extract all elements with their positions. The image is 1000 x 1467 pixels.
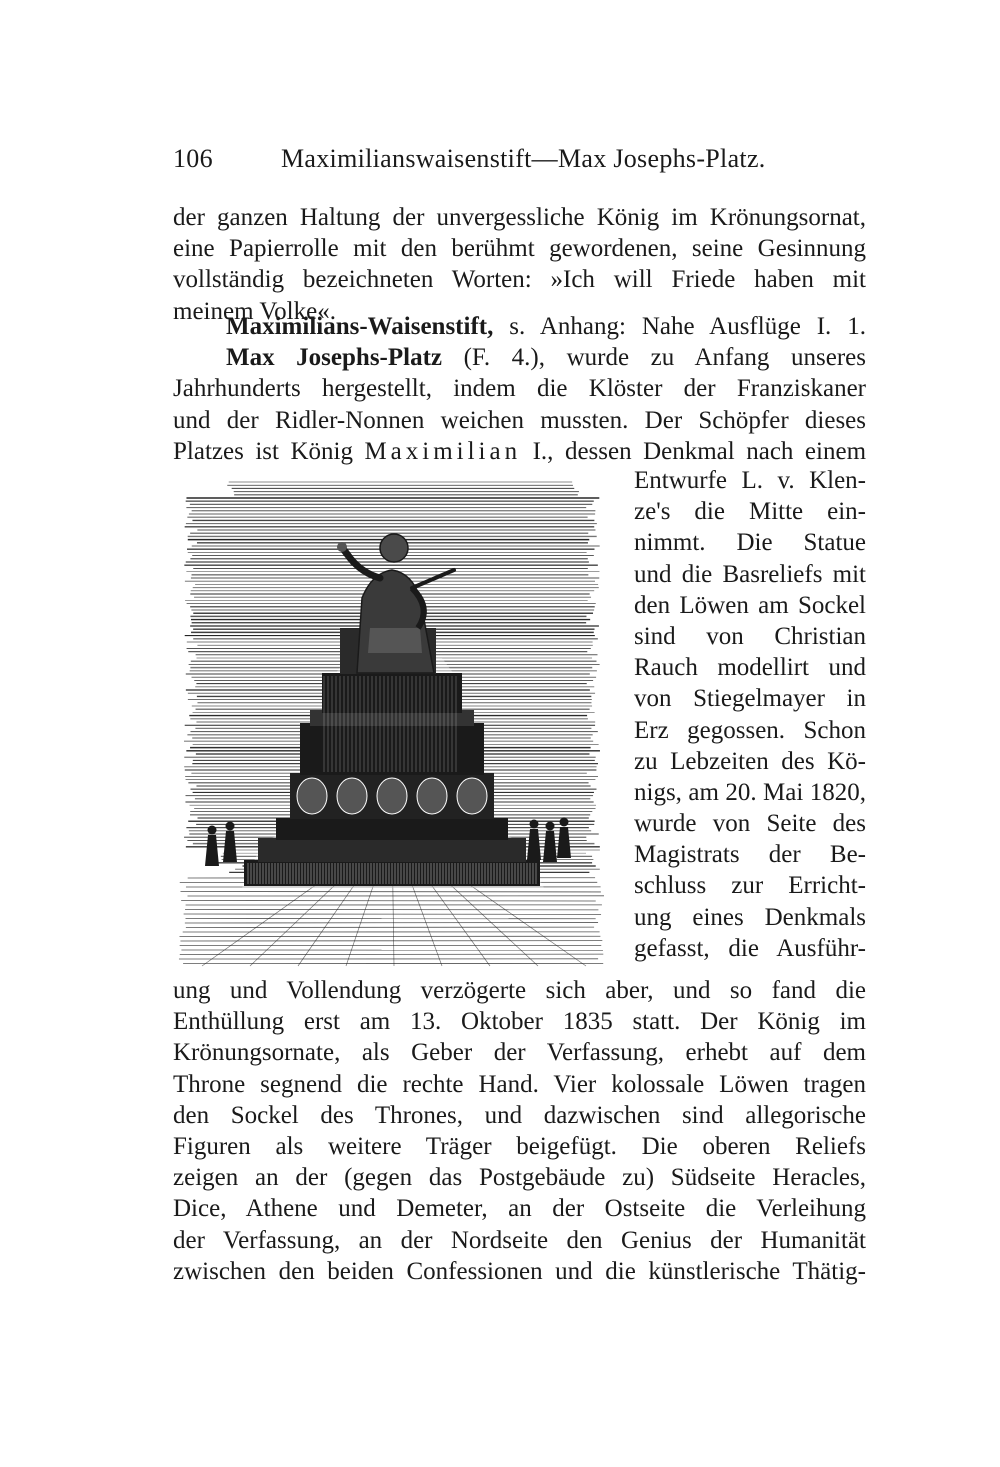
text-line: Enthüllung erst am 13. Oktober 1835 statt. Der König im — [173, 1008, 866, 1036]
relief-figure — [417, 778, 447, 814]
bystander-head — [560, 818, 569, 827]
king-scepter — [412, 570, 454, 588]
text-line: schluss zur Erricht- — [634, 872, 866, 900]
text-line: eine Papierrolle mit den berühmt gewordenen, seine Gesinnung — [173, 235, 866, 263]
bystander-head — [546, 822, 555, 831]
text-line: Throne segnend die rechte Hand. Vier kolossale Löwen tragen — [173, 1070, 866, 1098]
relief-figure — [297, 778, 327, 814]
monument-step-top — [276, 818, 508, 840]
entry-text: s. Anhang: Nahe Ausflüge I. 1. — [493, 313, 866, 340]
engraving-monument-illustration — [172, 478, 612, 970]
bystander-figure — [557, 827, 571, 858]
text-line: sind von Christian — [634, 622, 866, 650]
text-line: und der Ridler-Nonnen weichen mussten. Der Schöpfer dieses — [173, 406, 866, 434]
monument-illustration — [172, 478, 612, 970]
bottom-paragraph — [173, 975, 866, 1287]
spaced-name: Maximilian — [364, 437, 522, 465]
side-column — [634, 465, 866, 964]
relief-figure — [337, 778, 367, 814]
entry-text: (F. 4.), wurde zu Anfang unseres — [442, 344, 866, 372]
entry-term: Maximilians-Waisenstift, — [226, 313, 494, 340]
text-line: Dice, Athene und Demeter, an der Ostseite die Verleihung — [173, 1195, 866, 1223]
bystander-head — [226, 822, 235, 831]
bystander-head — [208, 826, 217, 835]
bystander-figure — [223, 831, 237, 862]
king-lap — [368, 628, 422, 653]
text-line: ze's die Mitte ein- — [634, 498, 866, 526]
entries — [173, 311, 866, 467]
king-head — [380, 534, 408, 562]
text-line: wurde von Seite des — [634, 810, 866, 838]
text-line: Rauch modellirt und — [634, 654, 866, 682]
text-line: von Stiegelmayer in — [634, 685, 866, 713]
text-line: Krönungsornate, als Geber der Verfassung, erhebt auf dem — [173, 1039, 866, 1067]
text-fragment: Platzes ist König — [173, 437, 365, 465]
entry-term: Max Josephs-Platz — [226, 344, 443, 372]
text-line: Figuren als weitere Träger beigefügt. Die oberen Reliefs — [173, 1132, 866, 1160]
text-line: ung eines Denkmals — [634, 903, 866, 931]
text-line: zeigen an der (gegen das Postgebäude zu) Südseite Heracles, — [173, 1164, 866, 1192]
text-line: Magistrats der Be- — [634, 841, 866, 869]
text-line: ung und Vollendung verzögerte sich aber, und so fand die — [173, 977, 866, 1004]
bystander-figure — [543, 831, 557, 862]
pavement-hatching — [179, 878, 604, 966]
relief-figure — [457, 778, 487, 814]
page-number: 106 — [173, 144, 213, 173]
text-line: den Sockel des Thrones, und dazwischen sind allegorische — [173, 1101, 866, 1129]
text-line: meinem Volke«. — [173, 297, 336, 325]
text-line: gefasst, die Ausführ- — [634, 934, 866, 962]
running-title: Maximilianswaisenstift—Max Josephs-Platz. — [281, 144, 766, 173]
text-line: der ganzen Haltung der unvergessliche König im Krönungsornat, — [173, 204, 866, 231]
bystander-head — [530, 820, 539, 829]
text-line: Entwurfe L. v. Klen- — [634, 467, 866, 494]
entry-max-josephs-platz — [173, 342, 866, 373]
king-hand — [337, 542, 347, 552]
king-raised-arm — [344, 550, 380, 578]
text-line: Erz gegossen. Schon — [634, 716, 866, 744]
bystander-figure — [205, 835, 219, 866]
text-line: Jahrhunderts hergestellt, indem die Klöster der Franziskaner — [173, 375, 866, 403]
relief-figure — [377, 778, 407, 814]
text-line: vollständig bezeichneten Worten: »Ich will Friede haben mit — [173, 266, 866, 294]
text-fragment: I., dessen Denkmal nach einem — [521, 437, 867, 465]
text-line: und die Basreliefs mit — [634, 560, 866, 588]
text-line: zu Lebzeiten des Kö- — [634, 747, 866, 775]
text-line: der Verfassung, an der Nordseite den Genius der Humanität — [173, 1226, 866, 1254]
text-line — [173, 436, 866, 467]
text-line: nigs, am 20. Mai 1820, — [634, 778, 866, 806]
text-line: nimmt. Die Statue — [634, 529, 866, 557]
text-line: zwischen den beiden Confessionen und die künstlerische Thätig- — [173, 1257, 866, 1285]
top-paragraph — [173, 202, 866, 327]
monument-step-middle — [258, 838, 526, 862]
entry-waisenstift — [173, 311, 866, 342]
text-line: den Löwen am Sockel — [634, 591, 866, 619]
